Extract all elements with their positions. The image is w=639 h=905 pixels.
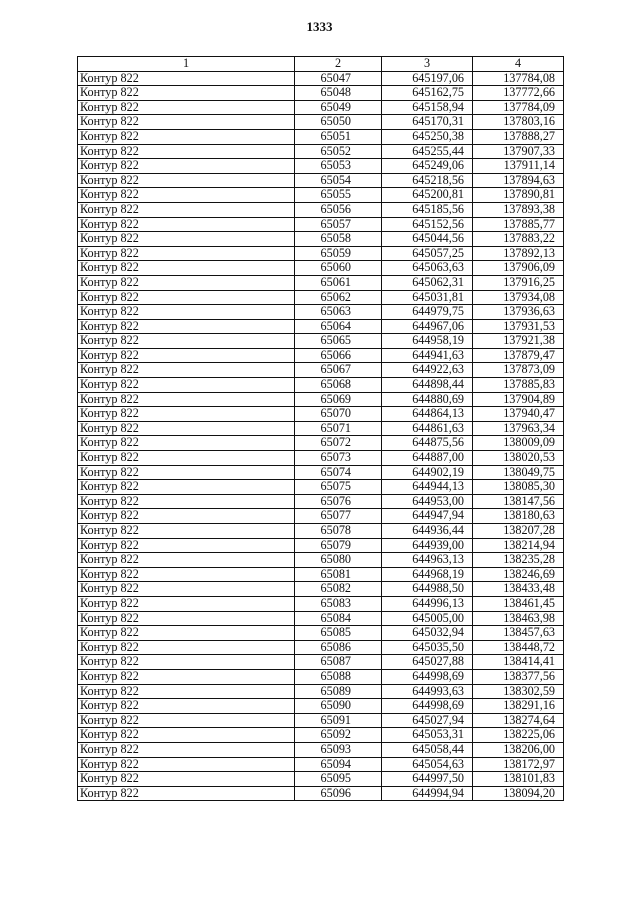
- column-header-1: 1: [78, 57, 295, 72]
- table-row: [78, 772, 564, 787]
- table-row: [78, 348, 564, 363]
- table-row: [78, 129, 564, 144]
- y-coordinate-cell: 138377,56: [473, 669, 564, 684]
- table-row: [78, 684, 564, 699]
- point-number-cell: 65092: [295, 728, 382, 743]
- point-number-cell: 65072: [295, 436, 382, 451]
- contour-name-cell: Контур 822: [78, 129, 295, 144]
- y-coordinate-cell: 137883,22: [473, 232, 564, 247]
- table-row: [78, 494, 564, 509]
- table-row: [78, 71, 564, 86]
- contour-name-cell: Контур 822: [78, 202, 295, 217]
- table-row: [78, 567, 564, 582]
- y-coordinate-cell: 137890,81: [473, 188, 564, 203]
- table-row: [78, 713, 564, 728]
- point-number-cell: 65087: [295, 655, 382, 670]
- table-row: [78, 655, 564, 670]
- y-coordinate-cell: 138172,97: [473, 757, 564, 772]
- contour-name-cell: Контур 822: [78, 786, 295, 801]
- point-number-cell: 65062: [295, 290, 382, 305]
- point-number-cell: 65058: [295, 232, 382, 247]
- x-coordinate-cell: 645063,63: [382, 261, 473, 276]
- x-coordinate-cell: 644958,19: [382, 334, 473, 349]
- y-coordinate-cell: 138291,16: [473, 699, 564, 714]
- contour-name-cell: Контур 822: [78, 363, 295, 378]
- contour-name-cell: Контур 822: [78, 421, 295, 436]
- contour-name-cell: Контур 822: [78, 567, 295, 582]
- x-coordinate-cell: 644994,94: [382, 786, 473, 801]
- column-header-3: 3: [382, 57, 473, 72]
- x-coordinate-cell: 644947,94: [382, 509, 473, 524]
- point-number-cell: 65066: [295, 348, 382, 363]
- contour-name-cell: Контур 822: [78, 275, 295, 290]
- y-coordinate-cell: 138463,98: [473, 611, 564, 626]
- table-header-row: [78, 57, 564, 72]
- table-row: [78, 275, 564, 290]
- point-number-cell: 65068: [295, 378, 382, 393]
- point-number-cell: 65050: [295, 115, 382, 130]
- contour-name-cell: Контур 822: [78, 334, 295, 349]
- y-coordinate-cell: 137873,09: [473, 363, 564, 378]
- table-row: [78, 596, 564, 611]
- x-coordinate-cell: 644998,69: [382, 699, 473, 714]
- x-coordinate-cell: 645218,56: [382, 173, 473, 188]
- table-row: [78, 480, 564, 495]
- x-coordinate-cell: 644880,69: [382, 392, 473, 407]
- y-coordinate-cell: 137772,66: [473, 86, 564, 101]
- point-number-cell: 65059: [295, 246, 382, 261]
- contour-name-cell: Контур 822: [78, 582, 295, 597]
- y-coordinate-cell: 137894,63: [473, 173, 564, 188]
- contour-name-cell: Контур 822: [78, 217, 295, 232]
- point-number-cell: 65070: [295, 407, 382, 422]
- table-row: [78, 115, 564, 130]
- table-row: [78, 626, 564, 641]
- point-number-cell: 65051: [295, 129, 382, 144]
- y-coordinate-cell: 137784,08: [473, 71, 564, 86]
- table-row: [78, 524, 564, 539]
- contour-name-cell: Контур 822: [78, 553, 295, 568]
- contour-name-cell: Контур 822: [78, 144, 295, 159]
- contour-name-cell: Контур 822: [78, 640, 295, 655]
- contour-name-cell: Контур 822: [78, 348, 295, 363]
- x-coordinate-cell: 645058,44: [382, 742, 473, 757]
- point-number-cell: 65067: [295, 363, 382, 378]
- table-row: [78, 611, 564, 626]
- point-number-cell: 65055: [295, 188, 382, 203]
- y-coordinate-cell: 138433,48: [473, 582, 564, 597]
- contour-name-cell: Контур 822: [78, 173, 295, 188]
- point-number-cell: 65081: [295, 567, 382, 582]
- y-coordinate-cell: 138180,63: [473, 509, 564, 524]
- contour-name-cell: Контур 822: [78, 319, 295, 334]
- table-row: [78, 757, 564, 772]
- y-coordinate-cell: 137803,16: [473, 115, 564, 130]
- point-number-cell: 65069: [295, 392, 382, 407]
- point-number-cell: 65049: [295, 100, 382, 115]
- table-row: [78, 742, 564, 757]
- y-coordinate-cell: 138246,69: [473, 567, 564, 582]
- y-coordinate-cell: 138214,94: [473, 538, 564, 553]
- x-coordinate-cell: 645152,56: [382, 217, 473, 232]
- column-header-4: 4: [473, 57, 564, 72]
- point-number-cell: 65080: [295, 553, 382, 568]
- table-row: [78, 363, 564, 378]
- table-row: [78, 392, 564, 407]
- table-row: [78, 144, 564, 159]
- point-number-cell: 65091: [295, 713, 382, 728]
- contour-name-cell: Контур 822: [78, 596, 295, 611]
- y-coordinate-cell: 137885,83: [473, 378, 564, 393]
- table-row: [78, 582, 564, 597]
- x-coordinate-cell: 644998,69: [382, 669, 473, 684]
- x-coordinate-cell: 644979,75: [382, 305, 473, 320]
- contour-name-cell: Контур 822: [78, 626, 295, 641]
- point-number-cell: 65065: [295, 334, 382, 349]
- contour-name-cell: Контур 822: [78, 378, 295, 393]
- x-coordinate-cell: 644988,50: [382, 582, 473, 597]
- page-number: 1333: [306, 19, 333, 34]
- point-number-cell: 65074: [295, 465, 382, 480]
- contour-name-cell: Контур 822: [78, 290, 295, 305]
- y-coordinate-cell: 137921,38: [473, 334, 564, 349]
- contour-name-cell: Контур 822: [78, 115, 295, 130]
- y-coordinate-cell: 137907,33: [473, 144, 564, 159]
- table-row: [78, 188, 564, 203]
- table-row: [78, 509, 564, 524]
- x-coordinate-cell: 645053,31: [382, 728, 473, 743]
- y-coordinate-cell: 137911,14: [473, 159, 564, 174]
- x-coordinate-cell: 644902,19: [382, 465, 473, 480]
- x-coordinate-cell: 644875,56: [382, 436, 473, 451]
- table-row: [78, 202, 564, 217]
- y-coordinate-cell: 138235,28: [473, 553, 564, 568]
- contour-name-cell: Контур 822: [78, 772, 295, 787]
- point-number-cell: 65078: [295, 524, 382, 539]
- y-coordinate-cell: 138085,30: [473, 480, 564, 495]
- contour-name-cell: Контур 822: [78, 611, 295, 626]
- contour-name-cell: Контур 822: [78, 538, 295, 553]
- x-coordinate-cell: 644993,63: [382, 684, 473, 699]
- point-number-cell: 65048: [295, 86, 382, 101]
- point-number-cell: 65064: [295, 319, 382, 334]
- table-row: [78, 261, 564, 276]
- contour-name-cell: Контур 822: [78, 494, 295, 509]
- point-number-cell: 65096: [295, 786, 382, 801]
- contour-name-cell: Контур 822: [78, 392, 295, 407]
- contour-name-cell: Контур 822: [78, 713, 295, 728]
- table-row: [78, 465, 564, 480]
- contour-name-cell: Контур 822: [78, 71, 295, 86]
- y-coordinate-cell: 138225,06: [473, 728, 564, 743]
- contour-name-cell: Контур 822: [78, 699, 295, 714]
- x-coordinate-cell: 644864,13: [382, 407, 473, 422]
- x-coordinate-cell: 644898,44: [382, 378, 473, 393]
- y-coordinate-cell: 138414,41: [473, 655, 564, 670]
- x-coordinate-cell: 644996,13: [382, 596, 473, 611]
- table-row: [78, 173, 564, 188]
- table-row: [78, 86, 564, 101]
- contour-name-cell: Контур 822: [78, 669, 295, 684]
- contour-name-cell: Контур 822: [78, 232, 295, 247]
- point-number-cell: 65047: [295, 71, 382, 86]
- x-coordinate-cell: 645044,56: [382, 232, 473, 247]
- table-row: [78, 436, 564, 451]
- contour-name-cell: Контур 822: [78, 188, 295, 203]
- x-coordinate-cell: 645054,63: [382, 757, 473, 772]
- point-number-cell: 65093: [295, 742, 382, 757]
- table-body: [78, 71, 564, 801]
- table-row: [78, 290, 564, 305]
- y-coordinate-cell: 137934,08: [473, 290, 564, 305]
- contour-name-cell: Контур 822: [78, 159, 295, 174]
- x-coordinate-cell: 644887,00: [382, 451, 473, 466]
- table-row: [78, 334, 564, 349]
- x-coordinate-cell: 645162,75: [382, 86, 473, 101]
- contour-name-cell: Контур 822: [78, 436, 295, 451]
- y-coordinate-cell: 138020,53: [473, 451, 564, 466]
- x-coordinate-cell: 645185,56: [382, 202, 473, 217]
- table-row: [78, 728, 564, 743]
- x-coordinate-cell: 645027,88: [382, 655, 473, 670]
- table-row: [78, 378, 564, 393]
- x-coordinate-cell: 644922,63: [382, 363, 473, 378]
- x-coordinate-cell: 645031,81: [382, 290, 473, 305]
- contour-name-cell: Контур 822: [78, 246, 295, 261]
- point-number-cell: 65088: [295, 669, 382, 684]
- y-coordinate-cell: 138094,20: [473, 786, 564, 801]
- y-coordinate-cell: 137916,25: [473, 275, 564, 290]
- x-coordinate-cell: 644944,13: [382, 480, 473, 495]
- x-coordinate-cell: 645158,94: [382, 100, 473, 115]
- point-number-cell: 65052: [295, 144, 382, 159]
- contour-name-cell: Контур 822: [78, 509, 295, 524]
- point-number-cell: 65095: [295, 772, 382, 787]
- y-coordinate-cell: 137963,34: [473, 421, 564, 436]
- table-row: [78, 246, 564, 261]
- x-coordinate-cell: 644941,63: [382, 348, 473, 363]
- x-coordinate-cell: 645032,94: [382, 626, 473, 641]
- point-number-cell: 65073: [295, 451, 382, 466]
- x-coordinate-cell: 645250,38: [382, 129, 473, 144]
- y-coordinate-cell: 137940,47: [473, 407, 564, 422]
- contour-name-cell: Контур 822: [78, 684, 295, 699]
- point-number-cell: 65053: [295, 159, 382, 174]
- table-row: [78, 232, 564, 247]
- contour-name-cell: Контур 822: [78, 728, 295, 743]
- x-coordinate-cell: 644997,50: [382, 772, 473, 787]
- y-coordinate-cell: 137879,47: [473, 348, 564, 363]
- x-coordinate-cell: 645170,31: [382, 115, 473, 130]
- contour-name-cell: Контур 822: [78, 480, 295, 495]
- table-row: [78, 421, 564, 436]
- point-number-cell: 65076: [295, 494, 382, 509]
- x-coordinate-cell: 645027,94: [382, 713, 473, 728]
- contour-name-cell: Контур 822: [78, 757, 295, 772]
- y-coordinate-cell: 137892,13: [473, 246, 564, 261]
- point-number-cell: 65084: [295, 611, 382, 626]
- point-number-cell: 65090: [295, 699, 382, 714]
- x-coordinate-cell: 645035,50: [382, 640, 473, 655]
- x-coordinate-cell: 644939,00: [382, 538, 473, 553]
- x-coordinate-cell: 644968,19: [382, 567, 473, 582]
- point-number-cell: 65075: [295, 480, 382, 495]
- y-coordinate-cell: 138274,64: [473, 713, 564, 728]
- x-coordinate-cell: 645062,31: [382, 275, 473, 290]
- table-row: [78, 159, 564, 174]
- y-coordinate-cell: 137904,89: [473, 392, 564, 407]
- table-row: [78, 451, 564, 466]
- y-coordinate-cell: 138302,59: [473, 684, 564, 699]
- contour-name-cell: Контур 822: [78, 524, 295, 539]
- y-coordinate-cell: 137936,63: [473, 305, 564, 320]
- y-coordinate-cell: 138207,28: [473, 524, 564, 539]
- contour-name-cell: Контур 822: [78, 465, 295, 480]
- y-coordinate-cell: 138009,09: [473, 436, 564, 451]
- point-number-cell: 65083: [295, 596, 382, 611]
- point-number-cell: 65077: [295, 509, 382, 524]
- x-coordinate-cell: 645057,25: [382, 246, 473, 261]
- contour-name-cell: Контур 822: [78, 655, 295, 670]
- x-coordinate-cell: 644953,00: [382, 494, 473, 509]
- x-coordinate-cell: 644963,13: [382, 553, 473, 568]
- x-coordinate-cell: 645197,06: [382, 71, 473, 86]
- x-coordinate-cell: 645005,00: [382, 611, 473, 626]
- coordinates-table: [77, 56, 564, 801]
- table-row: [78, 786, 564, 801]
- y-coordinate-cell: 138147,56: [473, 494, 564, 509]
- contour-name-cell: Контур 822: [78, 261, 295, 276]
- table-row: [78, 669, 564, 684]
- contour-name-cell: Контур 822: [78, 100, 295, 115]
- y-coordinate-cell: 137893,38: [473, 202, 564, 217]
- table-row: [78, 699, 564, 714]
- point-number-cell: 65089: [295, 684, 382, 699]
- contour-name-cell: Контур 822: [78, 742, 295, 757]
- point-number-cell: 65086: [295, 640, 382, 655]
- y-coordinate-cell: 137784,09: [473, 100, 564, 115]
- table-row: [78, 407, 564, 422]
- y-coordinate-cell: 137885,77: [473, 217, 564, 232]
- point-number-cell: 65079: [295, 538, 382, 553]
- y-coordinate-cell: 138049,75: [473, 465, 564, 480]
- contour-name-cell: Контур 822: [78, 451, 295, 466]
- point-number-cell: 65082: [295, 582, 382, 597]
- point-number-cell: 65071: [295, 421, 382, 436]
- point-number-cell: 65060: [295, 261, 382, 276]
- point-number-cell: 65056: [295, 202, 382, 217]
- x-coordinate-cell: 645200,81: [382, 188, 473, 203]
- table-row: [78, 553, 564, 568]
- y-coordinate-cell: 137888,27: [473, 129, 564, 144]
- y-coordinate-cell: 138461,45: [473, 596, 564, 611]
- table-row: [78, 217, 564, 232]
- point-number-cell: 65063: [295, 305, 382, 320]
- x-coordinate-cell: 644861,63: [382, 421, 473, 436]
- table-row: [78, 640, 564, 655]
- x-coordinate-cell: 644967,06: [382, 319, 473, 334]
- contour-name-cell: Контур 822: [78, 86, 295, 101]
- point-number-cell: 65061: [295, 275, 382, 290]
- x-coordinate-cell: 645249,06: [382, 159, 473, 174]
- contour-name-cell: Контур 822: [78, 305, 295, 320]
- table-row: [78, 319, 564, 334]
- table-row: [78, 100, 564, 115]
- point-number-cell: 65057: [295, 217, 382, 232]
- point-number-cell: 65085: [295, 626, 382, 641]
- y-coordinate-cell: 137906,09: [473, 261, 564, 276]
- y-coordinate-cell: 138457,63: [473, 626, 564, 641]
- table-row: [78, 538, 564, 553]
- x-coordinate-cell: 645255,44: [382, 144, 473, 159]
- y-coordinate-cell: 138448,72: [473, 640, 564, 655]
- table-row: [78, 305, 564, 320]
- y-coordinate-cell: 137931,53: [473, 319, 564, 334]
- y-coordinate-cell: 138206,00: [473, 742, 564, 757]
- point-number-cell: 65054: [295, 173, 382, 188]
- y-coordinate-cell: 138101,83: [473, 772, 564, 787]
- x-coordinate-cell: 644936,44: [382, 524, 473, 539]
- point-number-cell: 65094: [295, 757, 382, 772]
- contour-name-cell: Контур 822: [78, 407, 295, 422]
- column-header-2: 2: [295, 57, 382, 72]
